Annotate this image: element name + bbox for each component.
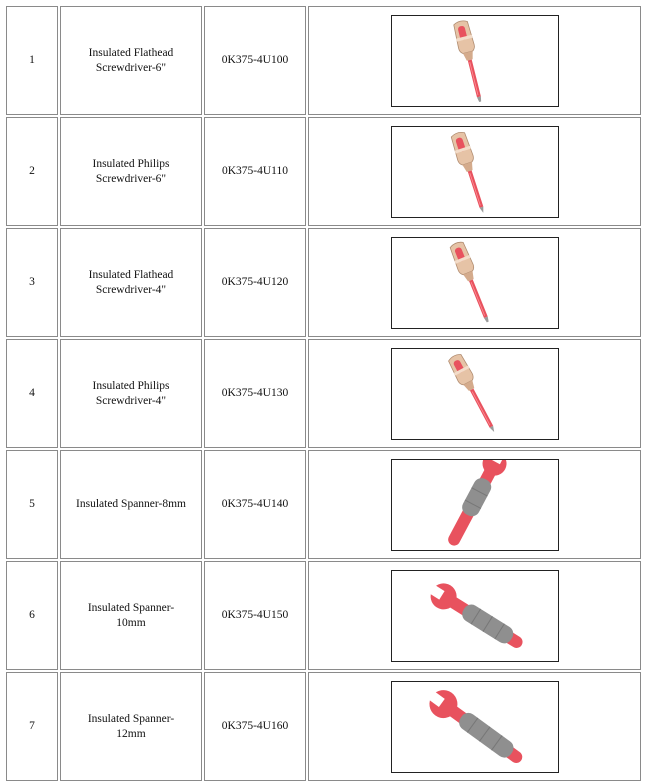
description-line-1: Insulated Philips [92, 157, 170, 170]
table-row [6, 672, 641, 781]
table-row [6, 6, 641, 115]
description-line-2: Screwdriver-6" [95, 61, 167, 74]
description-line-2: Screwdriver-4" [95, 283, 167, 296]
tool-image-cell [308, 228, 641, 337]
tool-image-frame [391, 681, 559, 773]
tool-image-frame [391, 126, 559, 218]
table-row [6, 117, 641, 226]
description-line-1: Insulated Spanner-10mm [87, 601, 175, 629]
spanner-icon [392, 460, 558, 550]
tool-image-frame [391, 348, 559, 440]
description-line-2: Screwdriver-4" [95, 394, 167, 407]
part-number: 0K375-4U100 [204, 6, 306, 115]
table-row [6, 561, 641, 670]
philips-screwdriver-icon [392, 349, 558, 439]
tool-image-cell [308, 561, 641, 670]
tool-image-cell [308, 450, 641, 559]
part-number: 0K375-4U140 [204, 450, 306, 559]
tool-table [4, 4, 643, 783]
item-number: 5 [6, 450, 58, 559]
table-row [6, 339, 641, 448]
part-number: 0K375-4U130 [204, 339, 306, 448]
item-number: 6 [6, 561, 58, 670]
item-number: 1 [6, 6, 58, 115]
part-number: 0K375-4U110 [204, 117, 306, 226]
tool-image-frame [391, 570, 559, 662]
spanner-icon [392, 571, 558, 661]
item-number: 7 [6, 672, 58, 781]
part-number: 0K375-4U150 [204, 561, 306, 670]
tool-image-frame [391, 237, 559, 329]
item-description [60, 117, 202, 226]
flathead-screwdriver-icon [392, 16, 558, 106]
tool-image-cell [308, 6, 641, 115]
table-row [6, 450, 641, 559]
tool-image-cell [308, 117, 641, 226]
item-description [60, 672, 202, 781]
item-description [60, 339, 202, 448]
item-description [60, 6, 202, 115]
tool-image-frame [391, 15, 559, 107]
part-number: 0K375-4U120 [204, 228, 306, 337]
item-description [60, 450, 202, 559]
tool-image-frame [391, 459, 559, 551]
item-description [60, 561, 202, 670]
tool-image-cell [308, 339, 641, 448]
item-number: 2 [6, 117, 58, 226]
flathead-screwdriver-icon [392, 238, 558, 328]
description-line-1: Insulated Spanner-12mm [87, 712, 175, 740]
spanner-icon [392, 682, 558, 772]
description-line-1: Insulated Philips [92, 379, 170, 392]
part-number: 0K375-4U160 [204, 672, 306, 781]
description-line-2: Screwdriver-6" [95, 172, 167, 185]
table-row [6, 228, 641, 337]
description-line-1: Insulated Flathead [88, 268, 174, 281]
item-number: 3 [6, 228, 58, 337]
item-description [60, 228, 202, 337]
description-line-1: Insulated Flathead [88, 46, 174, 59]
description-line-1: Insulated Spanner-8mm [76, 498, 186, 510]
philips-screwdriver-icon [392, 127, 558, 217]
item-number: 4 [6, 339, 58, 448]
tool-image-cell [308, 672, 641, 781]
